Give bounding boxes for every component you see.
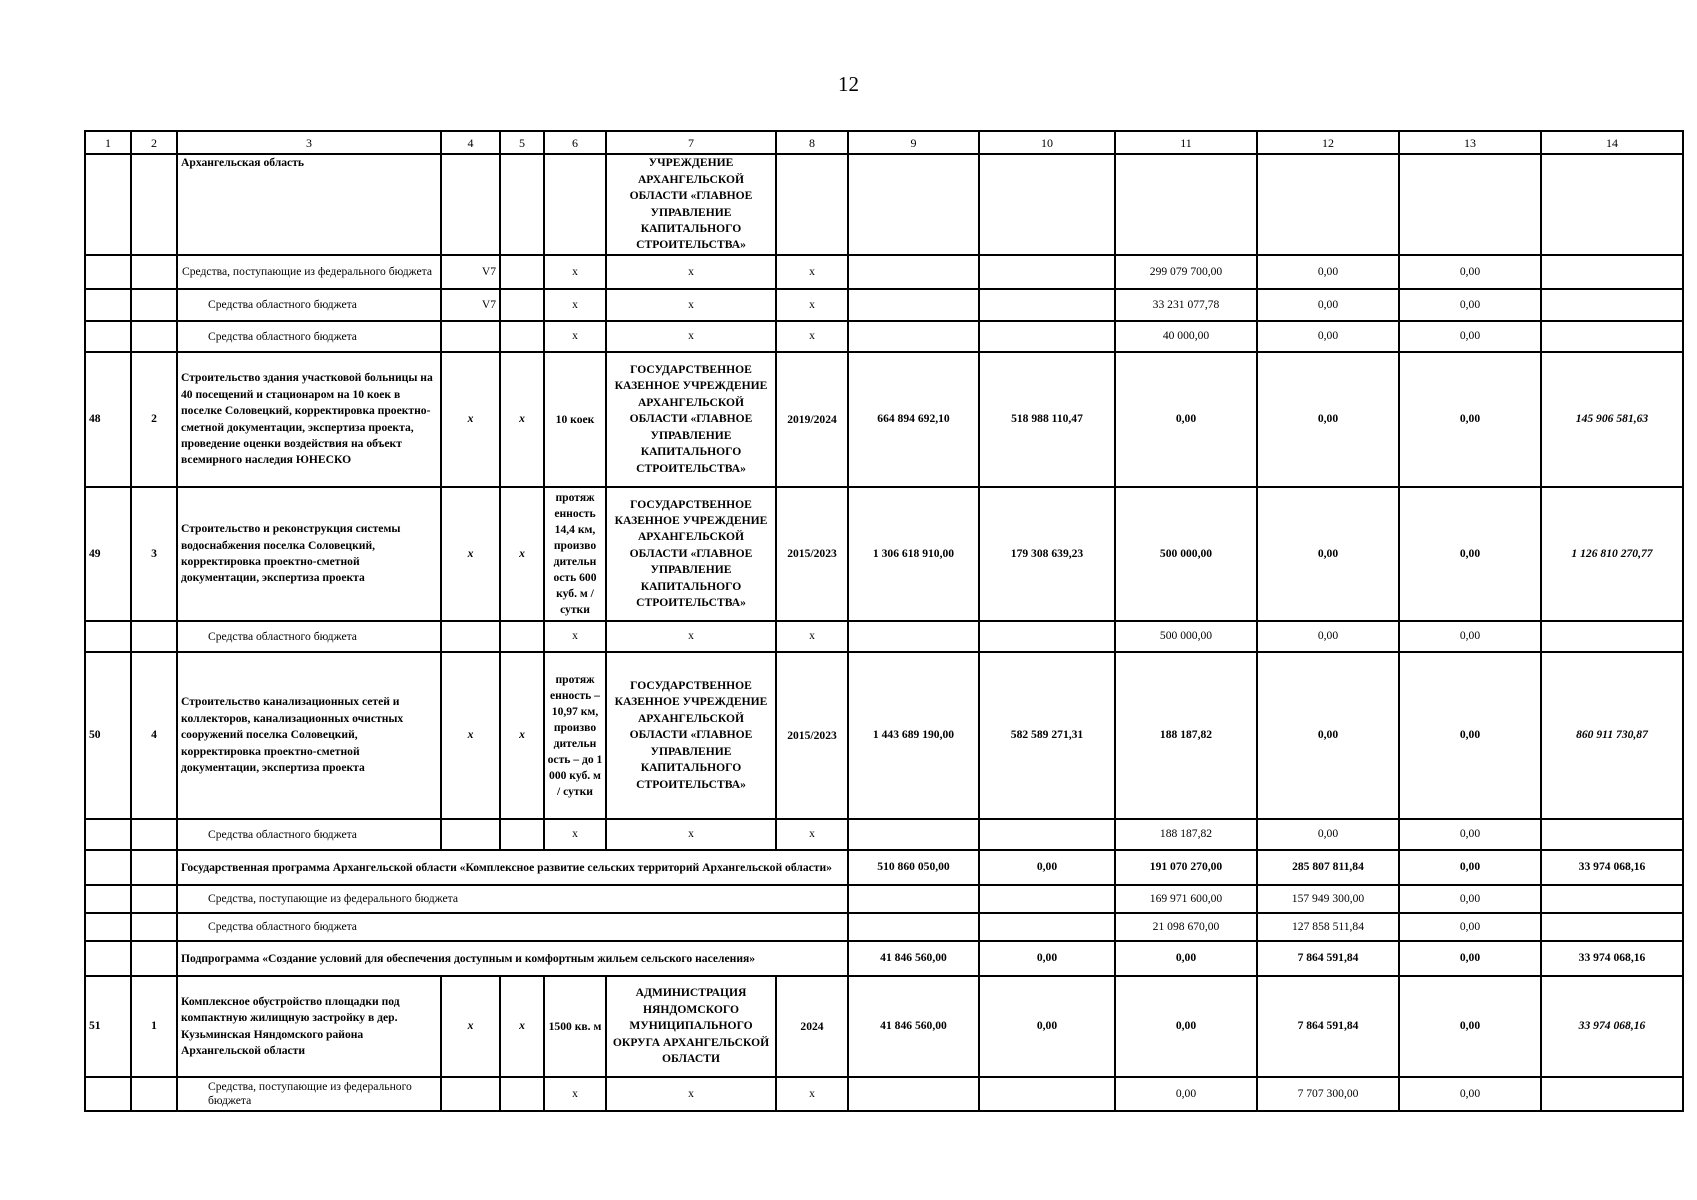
funding-source-name: Средства областного бюджета (177, 621, 441, 652)
cell-x: x (544, 289, 606, 321)
table-row (85, 487, 1683, 621)
remaining-cost: 860 911 730,87 (1541, 652, 1683, 819)
customer-name: ГОСУДАРСТВЕННОЕ КАЗЕННОЕ УЧРЕЖДЕНИЕ АРХАНГЕЛЬСКОЙ ОБЛАСТИ «ГЛАВНОЕ УПРАВЛЕНИЕ КАПИТАЛЬНОГО СТРОИТЕЛЬСТВА» (606, 652, 776, 819)
col-num: 11 (1115, 131, 1257, 154)
spent-before: 0,00 (979, 850, 1115, 885)
amount-2025: 127 858 511,84 (1257, 913, 1399, 941)
object-name: Строительство канализационных сетей и коллекторов, канализационных очистных сооружений поселка Соловецкий, корректировка проектно-сметной документации, экспертиза проекта (177, 652, 441, 819)
column-number-row (85, 131, 1683, 154)
amount-2026: 0,00 (1399, 1077, 1541, 1111)
customer-name: УЧРЕЖДЕНИЕ АРХАНГЕЛЬСКОЙ ОБЛАСТИ «ГЛАВНОЕ УПРАВЛЕНИЕ КАПИТАЛЬНОГО СТРОИТЕЛЬСТВА» (606, 154, 776, 255)
amount-2024: 0,00 (1115, 1077, 1257, 1111)
program-name: Государственная программа Архангельской области «Комплексное развитие сельских территорий Архангельской области» (177, 850, 848, 885)
remaining-cost: 33 974 068,16 (1541, 976, 1683, 1077)
amount-2026: 0,00 (1399, 352, 1541, 487)
row-number: 48 (85, 352, 131, 487)
amount-2025: 0,00 (1257, 819, 1399, 850)
capacity: протяж енность – 10,97 км, произво дительн ость – до 1 000 куб. м / сутки (544, 652, 606, 819)
row-number: 49 (85, 487, 131, 621)
period: 2015/2023 (776, 652, 848, 819)
amount-2025: 0,00 (1257, 255, 1399, 289)
object-name: Строительство здания участковой больницы на 40 посещений и стационаром на 10 коек в поселке Соловецкий, корректировка проектно-сметной документации, экспертиза проекта, проведение оценки воздействия на объект всемирного наследия ЮНЕСКО (177, 352, 441, 487)
cell-x: x (776, 819, 848, 850)
capacity: 1500 кв. м (544, 976, 606, 1077)
estimated-cost: 41 846 560,00 (848, 941, 979, 976)
amount-2025: 0,00 (1257, 321, 1399, 352)
cell-x: x (606, 321, 776, 352)
col-num: 7 (606, 131, 776, 154)
spent-before: 0,00 (979, 976, 1115, 1077)
amount-2024: 500 000,00 (1115, 487, 1257, 621)
amount-2026: 0,00 (1399, 487, 1541, 621)
funding-source-name: Средства областного бюджета (177, 289, 441, 321)
funding-source-row (85, 913, 1683, 941)
amount-2026: 0,00 (1399, 850, 1541, 885)
cell-x: x (544, 819, 606, 850)
amount-2024: 33 231 077,78 (1115, 289, 1257, 321)
amount-2026: 0,00 (1399, 941, 1541, 976)
amount-2025: 157 949 300,00 (1257, 885, 1399, 913)
amount-2024: 191 070 270,00 (1115, 850, 1257, 885)
col-num: 5 (500, 131, 544, 154)
amount-2024: 188 187,82 (1115, 819, 1257, 850)
funding-source-row (85, 255, 1683, 289)
col-num: 10 (979, 131, 1115, 154)
table-row (85, 976, 1683, 1077)
cell-x: x (776, 321, 848, 352)
program-row (85, 850, 1683, 885)
amount-2025: 7 864 591,84 (1257, 941, 1399, 976)
amount-2026: 0,00 (1399, 652, 1541, 819)
col-num: 12 (1257, 131, 1399, 154)
row-number: 50 (85, 652, 131, 819)
amount-2025: 7 864 591,84 (1257, 976, 1399, 1077)
customer-name: ГОСУДАРСТВЕННОЕ КАЗЕННОЕ УЧРЕЖДЕНИЕ АРХАНГЕЛЬСКОЙ ОБЛАСТИ «ГЛАВНОЕ УПРАВЛЕНИЕ КАПИТАЛЬНОГО СТРОИТЕЛЬСТВА» (606, 487, 776, 621)
object-name: Архангельская область (177, 154, 441, 255)
amount-2026: 0,00 (1399, 621, 1541, 652)
funding-source-row (85, 289, 1683, 321)
amount-2026: 0,00 (1399, 885, 1541, 913)
cell-x: x (776, 1077, 848, 1111)
amount-2024: 169 971 600,00 (1115, 885, 1257, 913)
customer-name: ГОСУДАРСТВЕННОЕ КАЗЕННОЕ УЧРЕЖДЕНИЕ АРХАНГЕЛЬСКОЙ ОБЛАСТИ «ГЛАВНОЕ УПРАВЛЕНИЕ КАПИТАЛЬНОГО СТРОИТЕЛЬСТВА» (606, 352, 776, 487)
amount-2025: 0,00 (1257, 652, 1399, 819)
estimated-cost: 41 846 560,00 (848, 976, 979, 1077)
funding-source-name: Средства областного бюджета (177, 819, 441, 850)
amount-2024: 40 000,00 (1115, 321, 1257, 352)
funding-source-name: Средства, поступающие из федерального бюджета (177, 885, 848, 913)
cell-x: x (606, 819, 776, 850)
funding-source-row (85, 321, 1683, 352)
cell-x: x (606, 621, 776, 652)
funding-source-row (85, 621, 1683, 652)
col-num: 14 (1541, 131, 1683, 154)
customer-name: АДМИНИСТРАЦИЯ НЯНДОМСКОГО МУНИЦИПАЛЬНОГО ОКРУГА АРХАНГЕЛЬСКОЙ ОБЛАСТИ (606, 976, 776, 1077)
investment-table (84, 130, 1684, 1112)
period: 2019/2024 (776, 352, 848, 487)
col-num: 3 (177, 131, 441, 154)
amount-2024: 500 000,00 (1115, 621, 1257, 652)
row-subnumber: 2 (131, 352, 177, 487)
row-subnumber: 3 (131, 487, 177, 621)
col-num: 2 (131, 131, 177, 154)
amount-2025: 0,00 (1257, 487, 1399, 621)
col-num: 9 (848, 131, 979, 154)
amount-2026: 0,00 (1399, 255, 1541, 289)
amount-2024: 188 187,82 (1115, 652, 1257, 819)
spent-before: 0,00 (979, 941, 1115, 976)
funding-source-name: Средства, поступающие из федерального бюджета (177, 1077, 441, 1111)
estimated-cost: 1 306 618 910,00 (848, 487, 979, 621)
period: 2015/2023 (776, 487, 848, 621)
object-name: Строительство и реконструкция системы водоснабжения поселка Соловецкий, корректировка проектно-сметной документации, экспертиза проекта (177, 487, 441, 621)
amount-2025: 0,00 (1257, 289, 1399, 321)
budget-code: V7 (441, 289, 500, 321)
amount-2024: 0,00 (1115, 941, 1257, 976)
remaining-cost: 145 906 581,63 (1541, 352, 1683, 487)
amount-2025: 7 707 300,00 (1257, 1077, 1399, 1111)
subprogram-row (85, 941, 1683, 976)
cell-x: x (776, 255, 848, 289)
cell-x: x (606, 1077, 776, 1111)
col-num: 4 (441, 131, 500, 154)
table-row (85, 154, 1683, 255)
remaining-cost: 33 974 068,16 (1541, 941, 1683, 976)
cell-x: x (500, 487, 544, 621)
amount-2026: 0,00 (1399, 913, 1541, 941)
cell-x: x (441, 487, 500, 621)
page-number: 12 (838, 72, 859, 96)
col-num: 13 (1399, 131, 1541, 154)
object-name: Комплексное обустройство площадки под компактную жилищную застройку в дер. Кузьминская Няндомского района Архангельской области (177, 976, 441, 1077)
table-row (85, 352, 1683, 487)
cell-x: x (544, 321, 606, 352)
amount-2026: 0,00 (1399, 321, 1541, 352)
funding-source-name: Средства областного бюджета (177, 321, 441, 352)
col-num: 1 (85, 131, 131, 154)
cell-x: x (776, 289, 848, 321)
cell-x: x (441, 976, 500, 1077)
amount-2024: 0,00 (1115, 976, 1257, 1077)
col-num: 8 (776, 131, 848, 154)
remaining-cost: 33 974 068,16 (1541, 850, 1683, 885)
row-subnumber: 1 (131, 976, 177, 1077)
amount-2026: 0,00 (1399, 819, 1541, 850)
amount-2026: 0,00 (1399, 976, 1541, 1077)
funding-source-row (85, 885, 1683, 913)
cell-x: x (606, 255, 776, 289)
subprogram-name: Подпрограмма «Создание условий для обеспечения доступным и комфортным жильем сельского населения» (177, 941, 848, 976)
cell-x: x (606, 289, 776, 321)
cell-x: x (776, 621, 848, 652)
amount-2025: 0,00 (1257, 621, 1399, 652)
row-number: 51 (85, 976, 131, 1077)
capacity: протяж енность 14,4 км, произво дительн ость 600 куб. м / сутки (544, 487, 606, 621)
col-num: 6 (544, 131, 606, 154)
estimated-cost: 510 860 050,00 (848, 850, 979, 885)
capacity: 10 коек (544, 352, 606, 487)
amount-2025: 0,00 (1257, 352, 1399, 487)
spent-before: 179 308 639,23 (979, 487, 1115, 621)
cell-x: x (544, 1077, 606, 1111)
estimated-cost: 1 443 689 190,00 (848, 652, 979, 819)
cell-x: x (500, 652, 544, 819)
amount-2025: 285 807 811,84 (1257, 850, 1399, 885)
cell-x: x (500, 976, 544, 1077)
funding-source-row (85, 1077, 1683, 1111)
cell-x: x (500, 352, 544, 487)
cell-x: x (544, 255, 606, 289)
table-row (85, 652, 1683, 819)
remaining-cost: 1 126 810 270,77 (1541, 487, 1683, 621)
cell-x: x (441, 652, 500, 819)
amount-2024: 21 098 670,00 (1115, 913, 1257, 941)
cell-x: x (441, 352, 500, 487)
cell-x: x (544, 621, 606, 652)
amount-2024: 0,00 (1115, 352, 1257, 487)
estimated-cost: 664 894 692,10 (848, 352, 979, 487)
row-subnumber: 4 (131, 652, 177, 819)
funding-source-name: Средства, поступающие из федерального бюджета (177, 255, 441, 289)
funding-source-name: Средства областного бюджета (177, 913, 848, 941)
budget-code: V7 (441, 255, 500, 289)
amount-2026: 0,00 (1399, 289, 1541, 321)
amount-2024: 299 079 700,00 (1115, 255, 1257, 289)
funding-source-row (85, 819, 1683, 850)
spent-before: 582 589 271,31 (979, 652, 1115, 819)
period: 2024 (776, 976, 848, 1077)
spent-before: 518 988 110,47 (979, 352, 1115, 487)
